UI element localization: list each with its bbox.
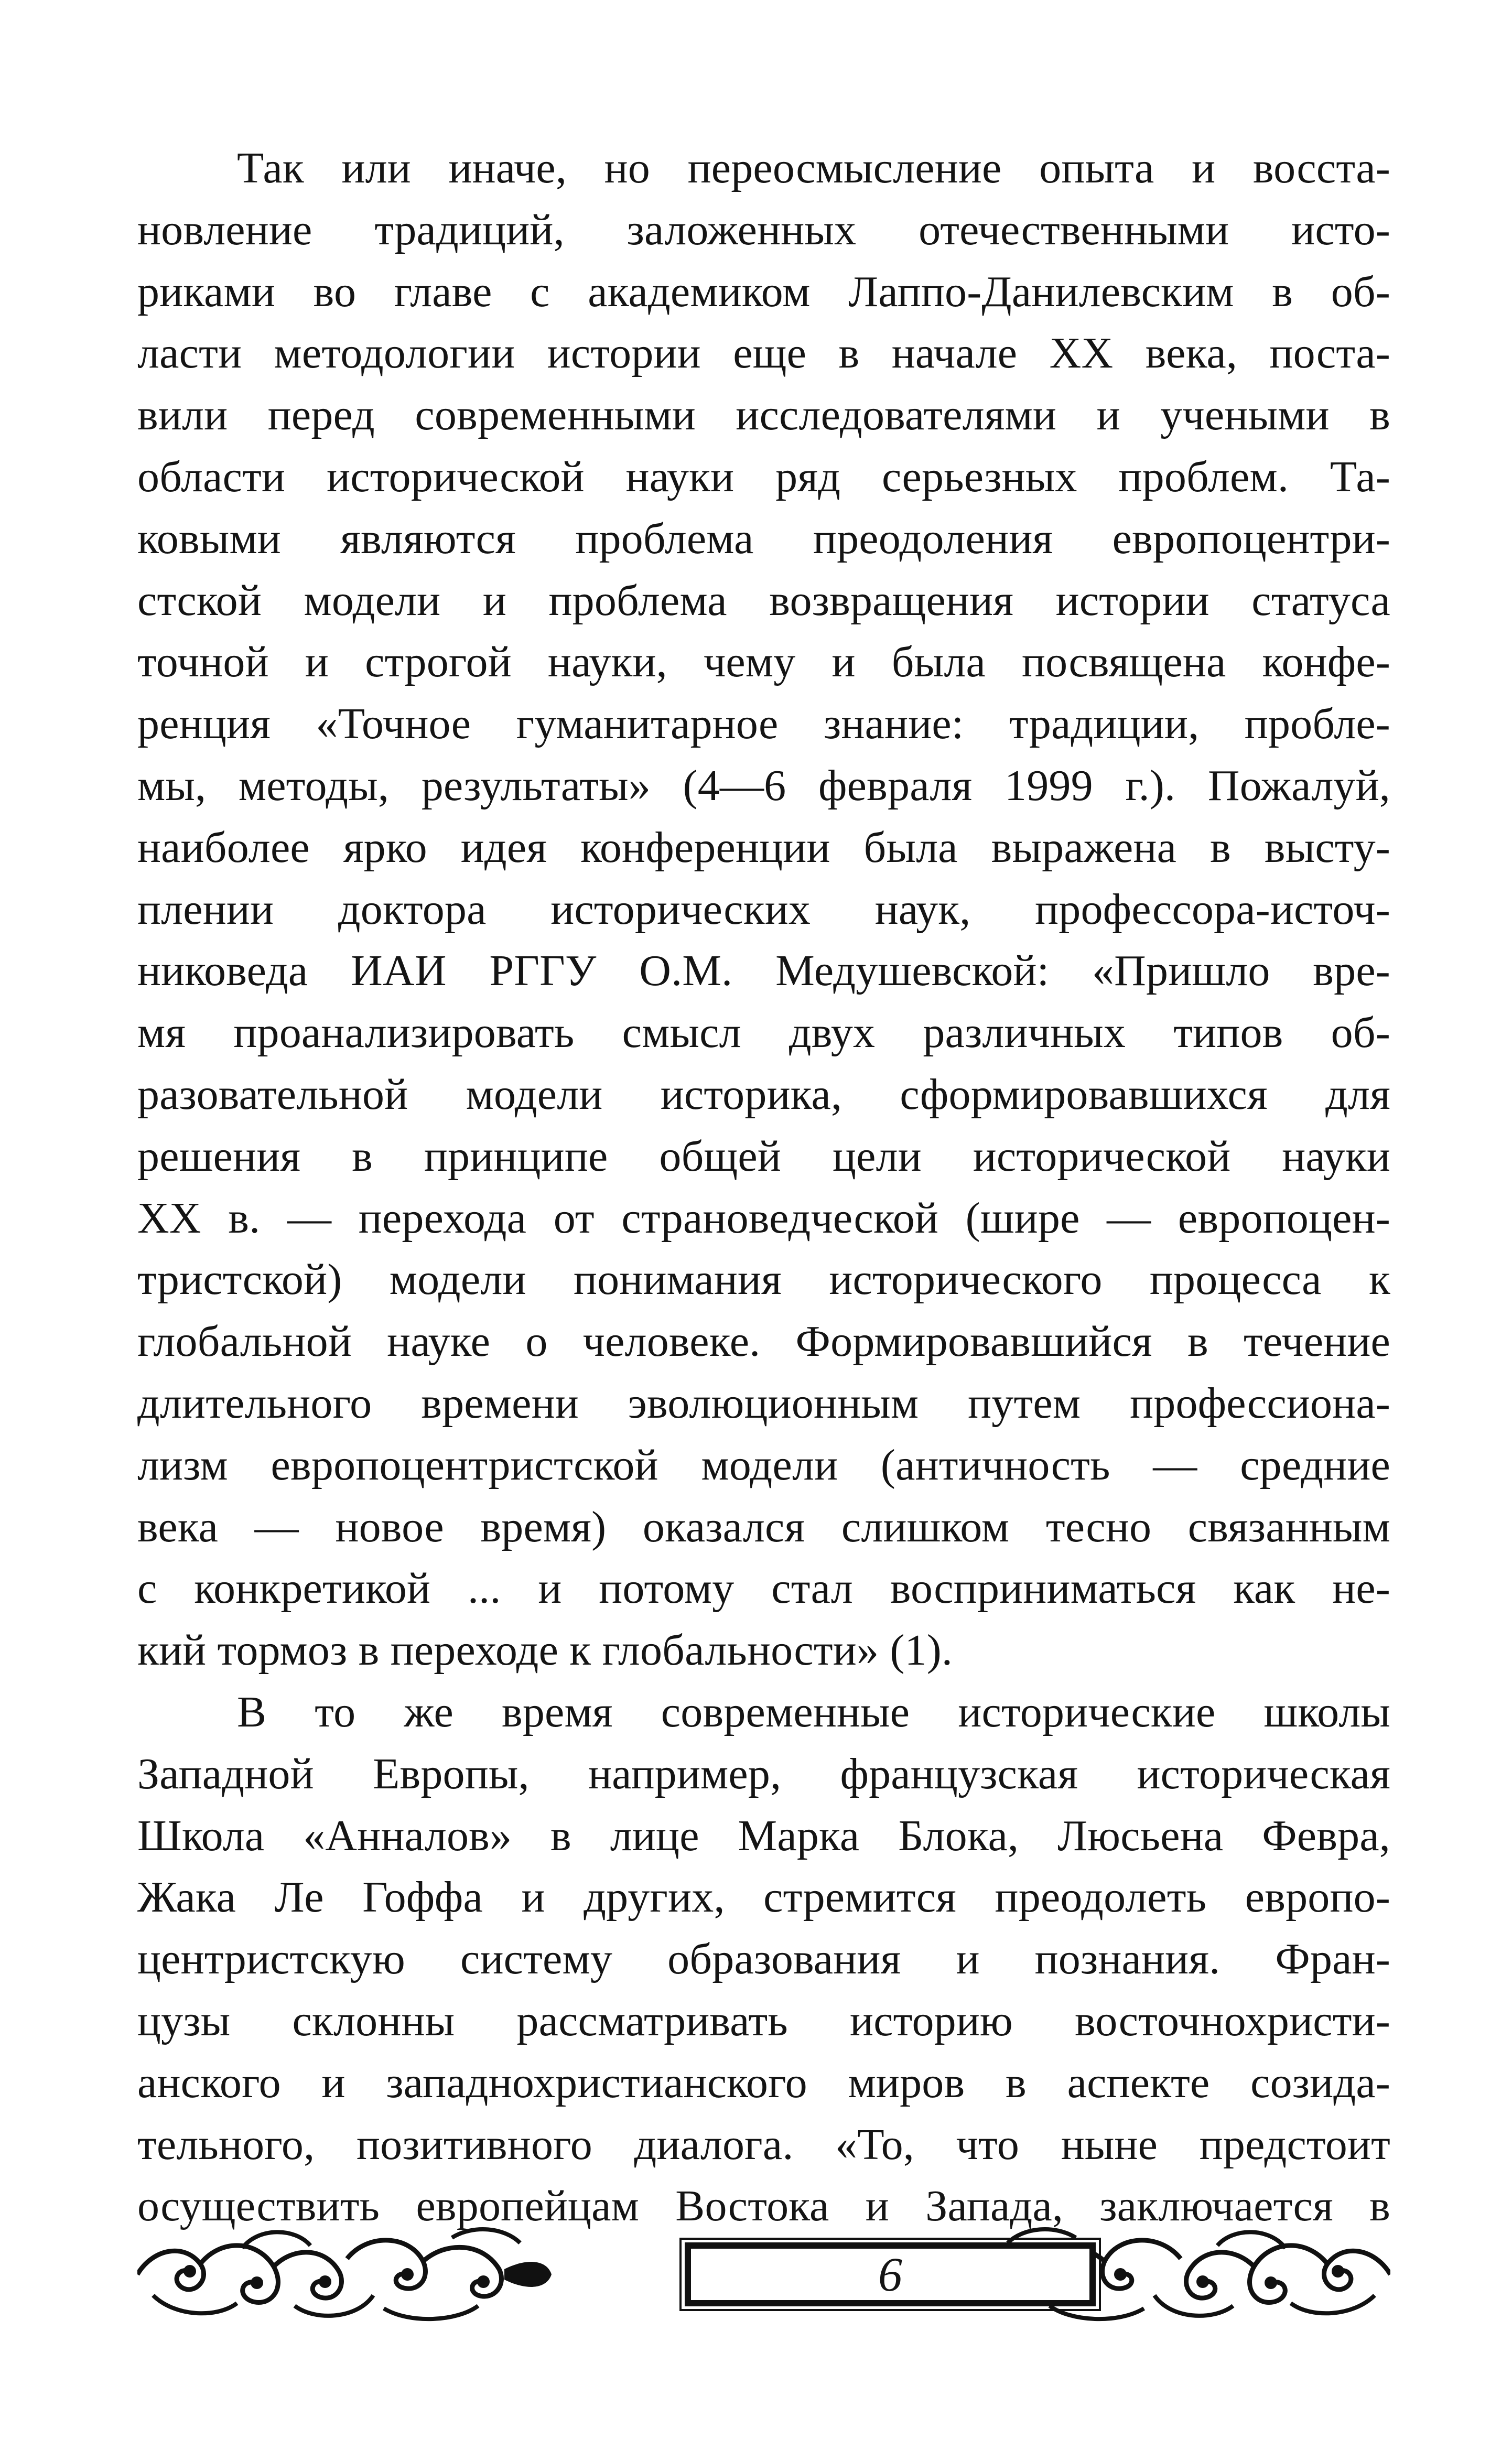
text-line: мы, методы, результаты» (4—6 февраля 1999 г.). Пожалуй,	[137, 761, 1390, 810]
text-line: вили перед современными исследователями и учеными в	[137, 391, 1390, 440]
text-line: никоведа ИАИ РГГУ О.М. Медушевской: «Пришло вре-	[137, 946, 1390, 996]
text-line: осуществить европейцам Востока и Запада, заключается в	[137, 2182, 1390, 2231]
text-line: наиболее ярко идея конференции была выражена в высту-	[137, 823, 1390, 872]
body-text	[137, 137, 1390, 2237]
page-number: 6	[878, 2248, 902, 2301]
text-line: области исторической науки ряд серьезных проблем. Та-	[137, 452, 1390, 501]
text-line: XX в. — перехода от страноведческой (шире — европоцен-	[137, 1193, 1390, 1243]
text-line: В то же время современные исторические школы	[237, 1687, 1390, 1736]
text-line: точной и строгой науки, чему и была посвящена конфе-	[137, 638, 1390, 687]
text-line: Так или иначе, но переосмысление опыта и восста-	[237, 144, 1390, 192]
page-footer	[137, 2217, 1390, 2332]
text-line: анского и западнохристианского миров в аспекте созида-	[137, 2058, 1390, 2107]
text-line: ковыми являются проблема преодоления европоцентри-	[137, 514, 1390, 563]
text-line: Западной Европы, например, французская историческая	[137, 1749, 1390, 1798]
text-line: кий тормоз в переходе к глобальности» (1).	[137, 1626, 953, 1675]
text-line: центристскую систему образования и познания. Фран-	[137, 1935, 1390, 1984]
text-line: плении доктора исторических наук, профессора-источ-	[137, 884, 1390, 934]
text-line: лизм европоцентристской модели (античность — средние	[137, 1440, 1390, 1490]
text-line: стской модели и проблема возвращения истории статуса	[137, 576, 1390, 625]
text-line: глобальной науке о человеке. Формировавшийся в течение	[137, 1317, 1390, 1366]
text-line: мя проанализировать смысл двух различных типов об-	[137, 1008, 1390, 1057]
text-line: века — новое время) оказался слишком тесно связанным	[137, 1502, 1390, 1551]
text-line: Жака Ле Гоффа и других, стремится преодолеть европо-	[137, 1873, 1390, 1922]
text-line: разовательной модели историка, сформировавшихся для	[137, 1070, 1390, 1119]
text-line: решения в принципе общей цели исторической науки	[137, 1131, 1390, 1181]
text-line: ренция «Точное гуманитарное знание: традиции, пробле-	[137, 699, 1390, 749]
text-line: Школа «Анналов» в лице Марка Блока, Люсьена Февра,	[137, 1811, 1390, 1860]
text-line: тристской) модели понимания исторического процесса к	[137, 1255, 1390, 1304]
text-line: длительного времени эволюционным путем профессиона-	[137, 1378, 1390, 1428]
text-line: тельного, позитивного диалога. «То, что ныне предстоит	[137, 2120, 1390, 2169]
text-line: новление традиций, заложенных отечественными исто-	[137, 205, 1390, 254]
text-line: ласти методологии истории еще в начале XX века, поста-	[137, 329, 1390, 378]
text-line: цузы склонны рассматривать историю восточнохристи-	[137, 1996, 1390, 2045]
text-line: с конкретикой ... и потому стал восприниматься как не-	[137, 1564, 1390, 1613]
text-line: риками во главе с академиком Лаппо-Данилевским в об-	[137, 267, 1390, 316]
